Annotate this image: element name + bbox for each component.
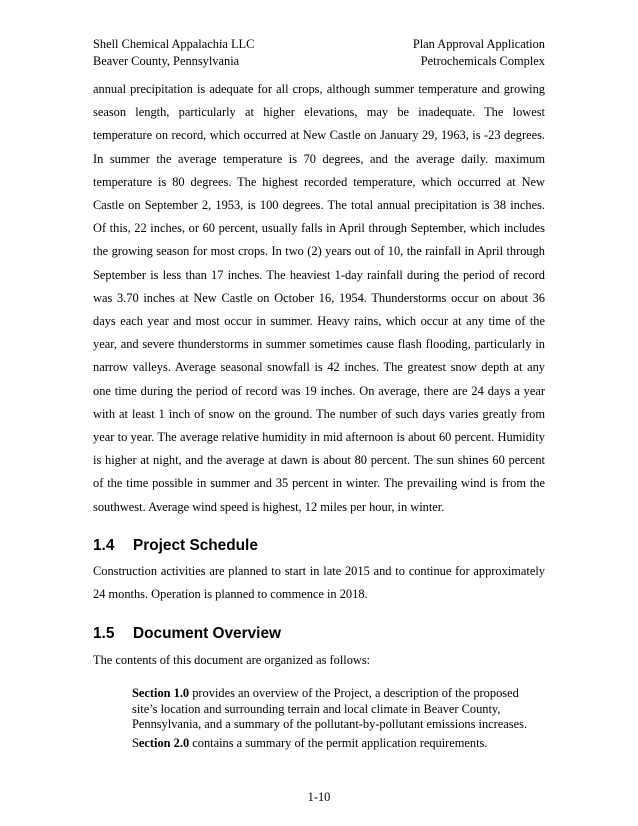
item-text: provides an overview of the Project, a description of the proposed site’s location and surrounding terrain and local climate in Beaver County, Pennsylvania, and a summary of the pollutant-by-pollutant emissions increases.	[132, 686, 528, 731]
overview-intro: The contents of this document are organized as follows:	[93, 653, 371, 668]
header-county: Beaver County, Pennsylvania	[93, 54, 240, 68]
item-label: Section 1.0	[132, 686, 190, 701]
section-title: Document Overview	[133, 625, 281, 643]
header-document-title: Plan Approval Application	[412, 37, 545, 51]
section-heading-1-5	[93, 625, 545, 643]
header-company: Shell Chemical Appalachia LLC	[93, 37, 255, 51]
page-header-left	[93, 36, 254, 70]
page-header-right	[413, 36, 545, 70]
list-item	[132, 736, 545, 751]
section-title: Project Schedule	[133, 536, 258, 554]
section-heading-1-4	[93, 537, 545, 555]
item-label-prefix: S	[132, 736, 139, 751]
header-project: Petrochemicals Complex	[420, 54, 545, 68]
item-label: ection 2.0	[138, 736, 190, 751]
item-text: contains a summary of the permit application requirements.	[189, 736, 488, 751]
section-number: 1.5	[93, 625, 115, 643]
climate-paragraph: annual precipitation is adequate for all crops, although summer temperature and growing season length, particularly at higher elevations, may be inadequate. The lowest temperature on record, which occurred at New Castle on January 29, 1963, is -23 degrees. In summer the average temperature is 70 degrees, and the average daily. maximum temperature is 80 degrees. The highest recorded temperature, which occurred at New Castle on September 2, 1953, is 100 degrees. The total annual precipitation is 38 inches. Of this, 22 inches, or 60 percent, usually falls in April through September, which includes the growing season for most crops. In two (2) years out of 10, the rainfall in April through September is less than 17 inches. The heaviest 1-day rainfall during the period of record was 3.70 inches at New Castle on October 16, 1954. Thunderstorms occur on about 36 days each year and most occur in summer. Heavy rains, which occur at any time of the year, and severe thunderstorms in summer sometimes cause flash flooding, particularly in narrow valleys. Average seasonal snowfall is 42 inches. The greatest snow depth at any one time during the period of record was 19 inches. On average, there are 24 days a year with at least 1 inch of snow on the ground. The number of such days varies greatly from year to year. The average relative humidity in mid afternoon is about 60 percent. Humidity is higher at night, and the average at dawn is about 80 percent. The sun shines 60 percent of the time possible in summer and 35 percent in winter. The prevailing wind is from the southwest. Average wind speed is highest, 12 miles per hour, in winter.	[93, 82, 545, 514]
schedule-paragraph: Construction activities are planned to start in late 2015 and to continue for approximately 24 months. Operation is planned to commence in 2018.	[93, 563, 545, 602]
page-number: 1-10	[307, 790, 331, 804]
page-body	[93, 78, 545, 755]
list-item	[132, 686, 545, 732]
section-number: 1.4	[93, 536, 115, 554]
document-overview-list	[93, 686, 545, 751]
